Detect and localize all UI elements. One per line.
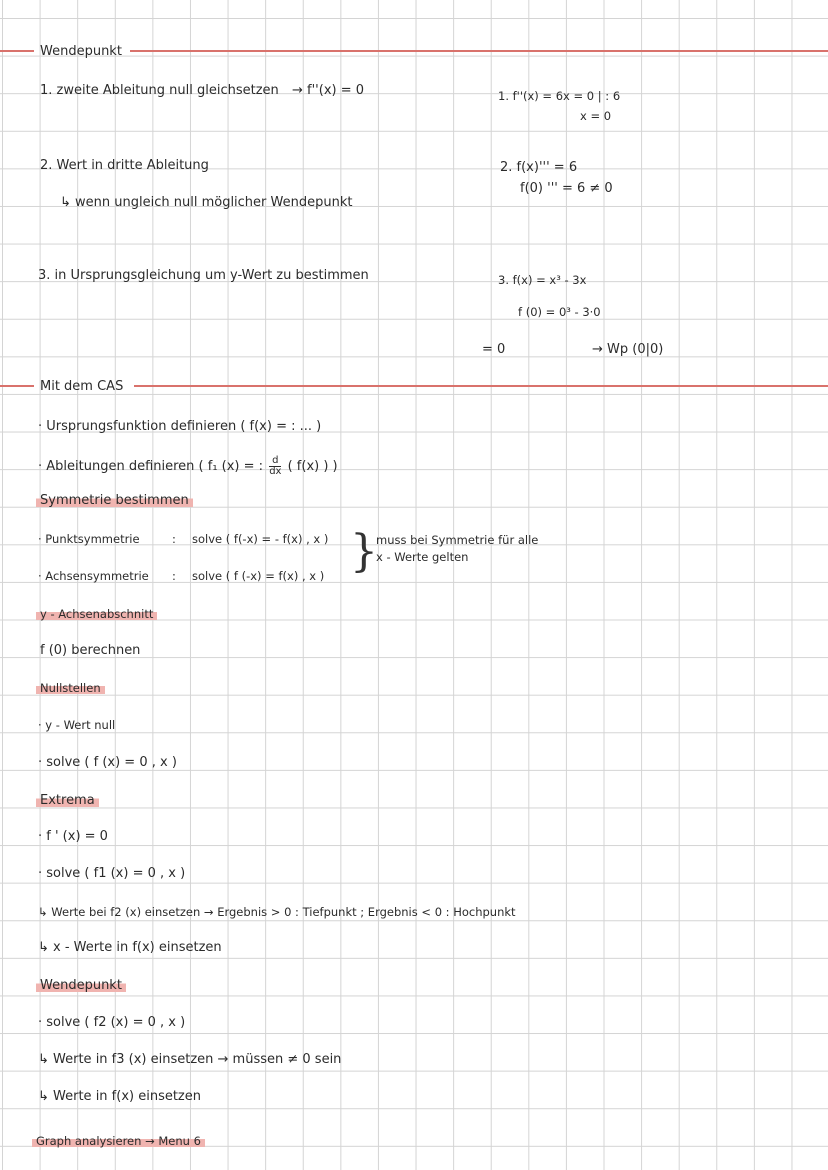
heading-nullstellen-text: Nullstellen: [36, 681, 105, 695]
achsen-colon: :: [172, 569, 176, 583]
example-3c: = 0: [482, 342, 506, 357]
define-derivatives-pre: · Ableitungen definieren ( f₁ (x) = :: [38, 459, 264, 474]
symmetry-note-1: muss bei Symmetrie für alle: [376, 533, 539, 547]
section2-rule-left: [0, 385, 34, 387]
graph-analysieren: [32, 1133, 205, 1149]
step-1-formula: → f''(x) = 0: [292, 83, 365, 98]
extrema-line-3: ↳ Werte bei f2 (x) einsetzen → Ergebnis > 0 : Tiefpunkt ; Ergebnis < 0 : Hochpunkt: [38, 905, 516, 919]
heading-wendepunkt: [36, 978, 126, 994]
define-derivatives: [38, 456, 338, 477]
section-rule-right: [130, 50, 828, 52]
example-3d: → Wp (0|0): [592, 342, 664, 357]
extrema-line-4: ↳ x - Werte in f(x) einsetzen: [38, 940, 222, 955]
wendepunkt-line-3: ↳ Werte in f(x) einsetzen: [38, 1089, 201, 1104]
symmetry-brace: }: [350, 526, 378, 577]
define-derivatives-post: ( f(x) ) ): [287, 459, 338, 474]
wendepunkt-line-2: ↳ Werte in f3 (x) einsetzen → müssen ≠ 0 sein: [38, 1052, 342, 1067]
punkt-label: · Punktsymmetrie: [38, 532, 140, 546]
section-title-wendepunkt: Wendepunkt: [40, 44, 122, 59]
heading-wendepunkt-text: Wendepunkt: [36, 978, 126, 993]
extrema-line-1: · f ' (x) = 0: [38, 829, 108, 844]
example-3a: 3. f(x) = x³ - 3x: [498, 273, 587, 287]
nullstellen-line-2: · solve ( f (x) = 0 , x ): [38, 755, 177, 770]
heading-y-achsenabschnitt-text: y - Achsenabschnitt: [36, 607, 157, 621]
fraction-numerator: d: [269, 456, 281, 467]
punkt-colon: :: [172, 532, 176, 546]
heading-symmetrie-text: Symmetrie bestimmen: [36, 493, 193, 508]
achsen-label: · Achsensymmetrie: [38, 569, 149, 583]
step-2-note: ↳ wenn ungleich null möglicher Wendepunkt: [60, 195, 353, 210]
example-1b: x = 0: [580, 109, 612, 123]
example-2b: f(0) ''' = 6 ≠ 0: [520, 181, 613, 196]
heading-extrema-text: Extrema: [36, 793, 99, 808]
section-title-cas: Mit dem CAS: [40, 379, 124, 394]
define-function: · Ursprungsfunktion definieren ( f(x) = : ... ): [38, 419, 322, 434]
nullstellen-line-1: · y - Wert null: [38, 718, 116, 732]
example-1a: 1. f''(x) = 6x = 0 | : 6: [498, 89, 621, 103]
fraction-denominator: dx: [269, 466, 282, 477]
heading-y-achsenabschnitt: [36, 606, 157, 622]
punkt-solve: solve ( f(-x) = - f(x) , x ): [192, 532, 329, 546]
heading-extrema: [36, 793, 99, 809]
example-3b: f (0) = 0³ - 3·0: [518, 305, 601, 319]
wendepunkt-line-1: · solve ( f2 (x) = 0 , x ): [38, 1015, 186, 1030]
section2-rule-right: [134, 385, 828, 387]
step-1-text: 1. zweite Ableitung null gleichsetzen: [40, 83, 279, 98]
step-2-text: 2. Wert in dritte Ableitung: [40, 158, 209, 173]
y-achse-line: f (0) berechnen: [40, 643, 141, 658]
heading-symmetrie: [36, 493, 193, 509]
derivative-fraction: [269, 456, 281, 477]
symmetry-note-2: x - Werte gelten: [376, 550, 469, 564]
achsen-solve: solve ( f (-x) = f(x) , x ): [192, 569, 325, 583]
example-2a: 2. f(x)''' = 6: [500, 160, 578, 175]
heading-nullstellen: [36, 680, 105, 696]
extrema-line-2: · solve ( f1 (x) = 0 , x ): [38, 866, 186, 881]
graph-analysieren-text: Graph analysieren → Menu 6: [32, 1134, 205, 1148]
section-rule-left: [0, 50, 34, 52]
step-3-text: 3. in Ursprungsgleichung um y-Wert zu bestimmen: [38, 268, 369, 283]
